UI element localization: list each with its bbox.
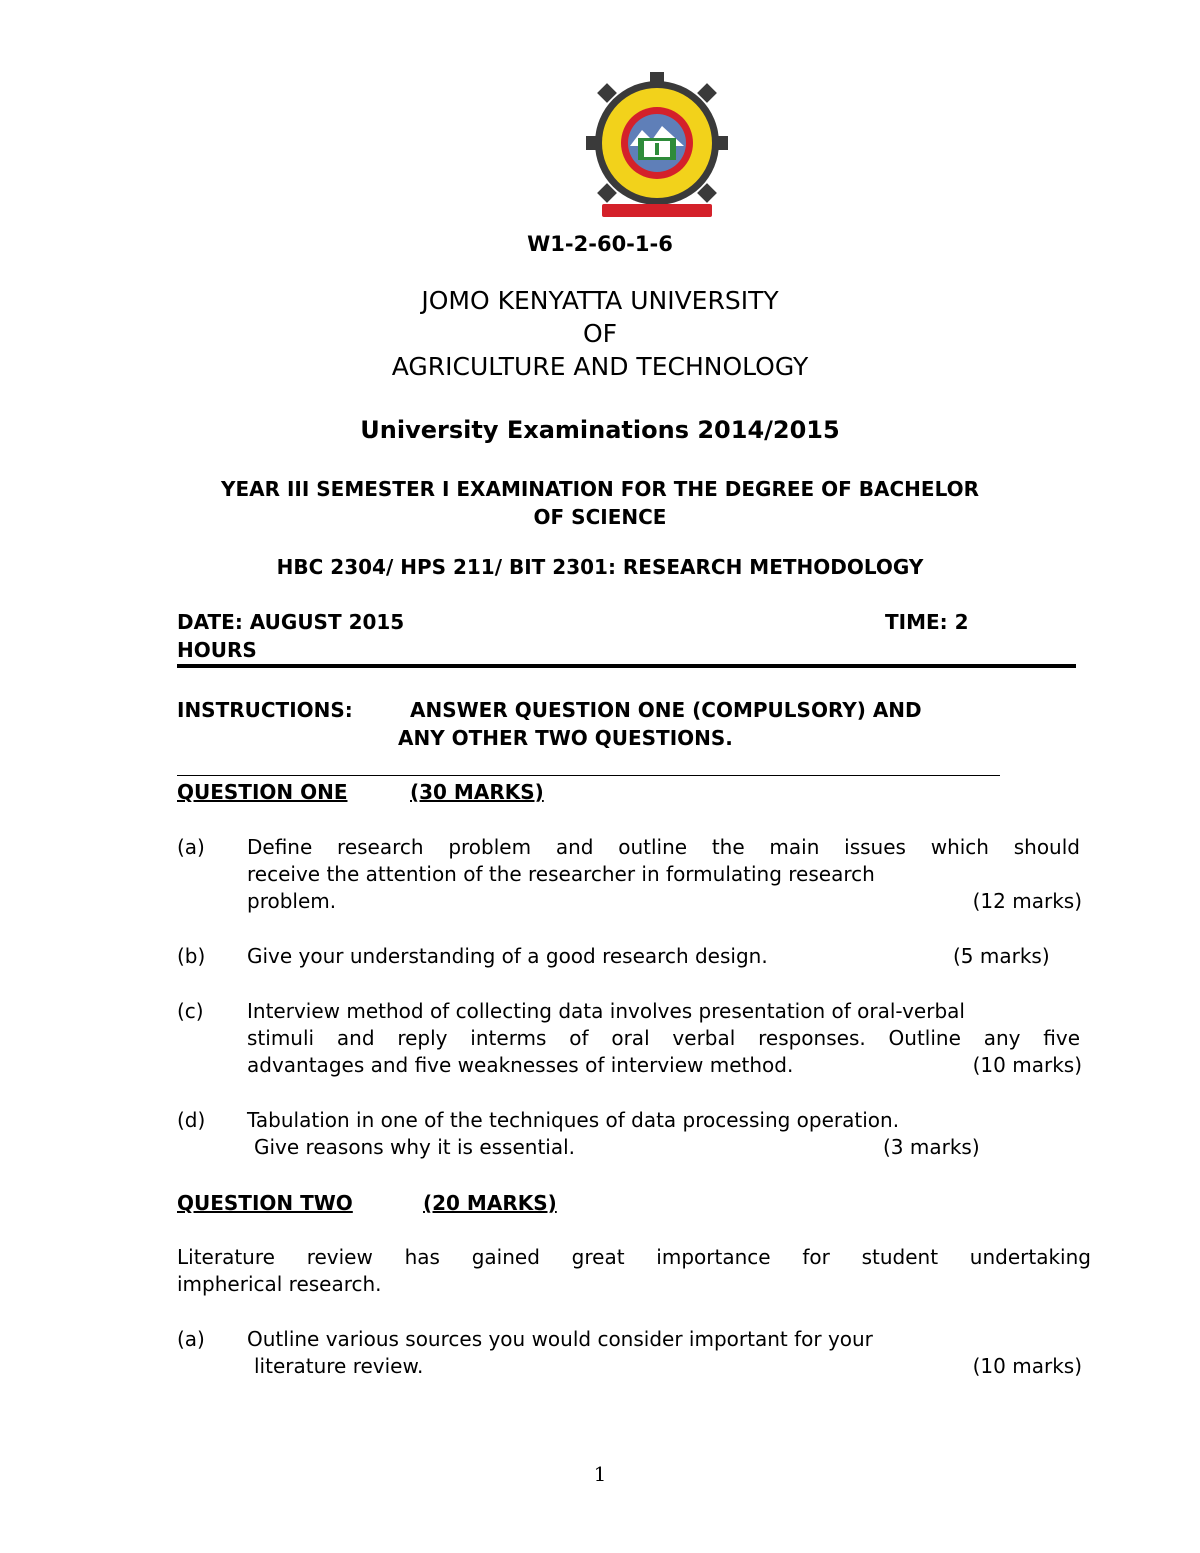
- q2a-line1: Outline various sources you would consider important for your: [247, 1327, 873, 1351]
- question-two-marks: (20 MARKS): [423, 1191, 557, 1215]
- q1a-line3: problem.: [247, 889, 337, 913]
- q1a-label: (a): [177, 835, 205, 859]
- q1c-line2: stimuli and reply interms of oral verbal responses. Outline any five: [247, 1026, 1080, 1050]
- question-two-title: QUESTION TWO: [177, 1191, 353, 1215]
- question-one-marks: (30 MARKS): [410, 780, 544, 804]
- university-logo: [582, 68, 732, 223]
- university-seal-icon: [582, 68, 732, 223]
- exam-date: DATE: AUGUST 2015: [177, 610, 405, 634]
- q1c-line3: advantages and five weaknesses of interview method.: [247, 1053, 794, 1077]
- header-divider: [177, 664, 1076, 668]
- q2a-line2: literature review.: [254, 1354, 424, 1378]
- instructions-label: INSTRUCTIONS:: [177, 698, 353, 722]
- page-number: 1: [593, 1462, 607, 1486]
- q2-intro-line1: Literature review has gained great importance for student undertaking: [177, 1245, 1091, 1269]
- exam-hours: HOURS: [177, 638, 257, 662]
- instructions-line2: ANY OTHER TWO QUESTIONS.: [398, 726, 733, 750]
- degree-line1: YEAR III SEMESTER I EXAMINATION FOR THE DEGREE OF BACHELOR: [221, 477, 979, 501]
- course-title: HBC 2304/ HPS 211/ BIT 2301: RESEARCH METHODOLOGY: [276, 555, 924, 579]
- q1b-marks: (5 marks): [953, 944, 1050, 968]
- q1d-label: (d): [177, 1108, 206, 1132]
- q1a-line2: receive the attention of the researcher in formulating research: [247, 862, 875, 886]
- q1a-marks: (12 marks): [972, 889, 1082, 913]
- exam-code: W1-2-60-1-6: [527, 232, 673, 256]
- q1d-line1: Tabulation in one of the techniques of data processing operation.: [247, 1108, 900, 1132]
- q1c-marks: (10 marks): [972, 1053, 1082, 1077]
- q1d-marks: (3 marks): [883, 1135, 980, 1159]
- q1d-line2: Give reasons why it is essential.: [254, 1135, 576, 1159]
- instructions-line1: ANSWER QUESTION ONE (COMPULSORY) AND: [410, 698, 922, 722]
- exam-time: TIME: 2: [885, 610, 969, 634]
- q2-intro-line2: impherical research.: [177, 1272, 382, 1296]
- exam-degree-title: [0, 475, 1200, 531]
- degree-line2: OF SCIENCE: [533, 505, 667, 529]
- university-name-line2: OF: [582, 319, 618, 348]
- q1b-label: (b): [177, 944, 206, 968]
- university-name-line1: JOMO KENYATTA UNIVERSITY: [421, 286, 779, 315]
- university-name-line3: AGRICULTURE AND TECHNOLOGY: [391, 352, 809, 381]
- q1b-text: Give your understanding of a good research design.: [247, 944, 768, 968]
- question-one-title: QUESTION ONE: [177, 780, 348, 804]
- exam-session-title: University Examinations 2014/2015: [360, 416, 840, 444]
- q2a-marks: (10 marks): [972, 1354, 1082, 1378]
- q1c-line1: Interview method of collecting data involves presentation of oral-verbal: [247, 999, 965, 1023]
- q1c-label: (c): [177, 999, 204, 1023]
- q2a-label: (a): [177, 1327, 205, 1351]
- q1a-line1: Define research problem and outline the main issues which should: [247, 835, 1080, 859]
- instructions-divider: [177, 775, 1000, 776]
